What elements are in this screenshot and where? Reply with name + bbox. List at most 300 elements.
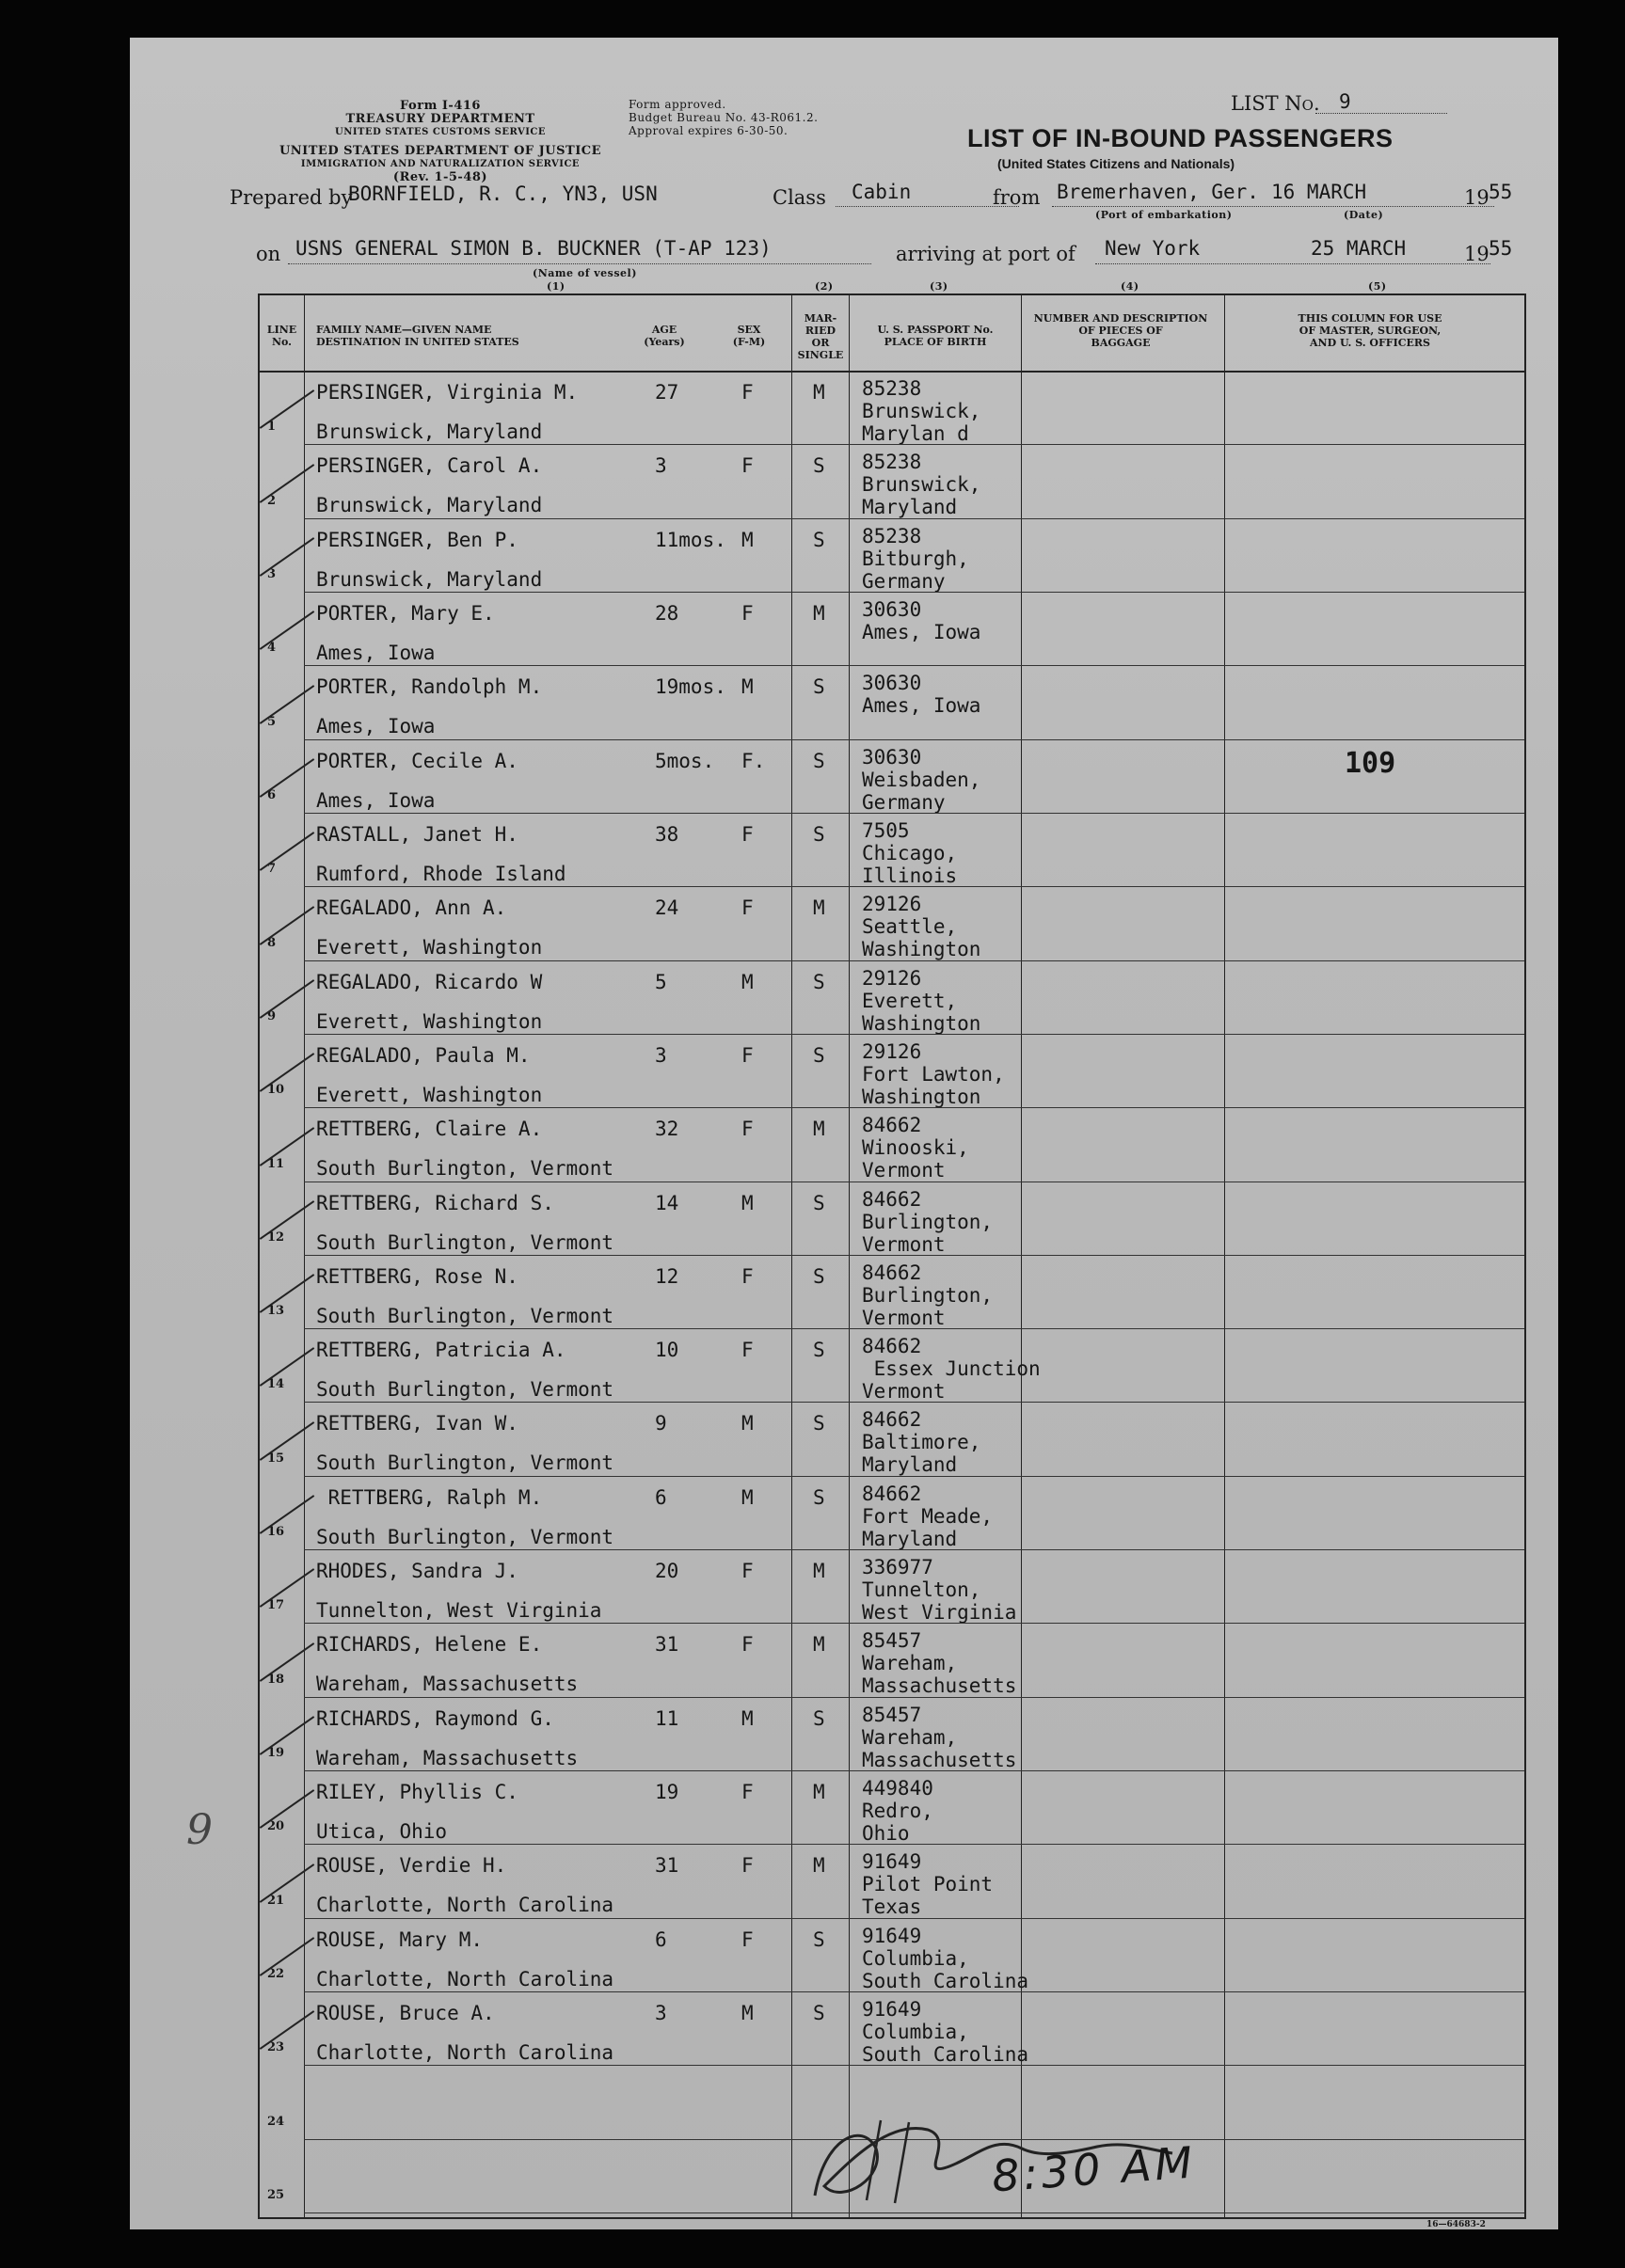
passenger-name: RETTBERG, Rose N. — [316, 1264, 518, 1288]
arrival-port: New York — [1105, 237, 1201, 260]
marital-status: S — [813, 1706, 825, 1730]
age-value: 3 — [655, 2002, 667, 2025]
row-rule — [304, 518, 1524, 519]
col-header-text: THIS COLUMN FOR USE — [1298, 312, 1442, 325]
class-label: Class — [773, 186, 826, 209]
passenger-table — [258, 293, 1526, 2219]
arrival-date: 25 MARCH — [1311, 237, 1407, 260]
sex-value: F — [741, 381, 754, 404]
col-header-text: OF PIECES OF — [1078, 325, 1163, 337]
line-number: 17 — [267, 1598, 285, 1613]
birthplace-line: Wareham, — [862, 1652, 958, 1675]
age-value: 20 — [655, 1560, 679, 1583]
marital-status: S — [813, 1339, 825, 1362]
destination: Ames, Iowa — [316, 788, 436, 812]
marital-status: S — [813, 454, 825, 478]
sex-value: F — [741, 1339, 754, 1362]
vessel-caption: (Name of vessel) — [533, 267, 637, 279]
line-number: 15 — [267, 1451, 285, 1466]
destination: Ames, Iowa — [316, 641, 436, 664]
age-value: 14 — [655, 1191, 679, 1214]
table-row — [260, 888, 1524, 961]
birthplace-line: Tunnelton, — [862, 1578, 981, 1602]
table-row — [260, 1551, 1524, 1625]
col-header-married — [792, 312, 849, 361]
passenger-name: RETTBERG, Patricia A. — [316, 1339, 566, 1362]
passport-number: 85238 — [862, 524, 922, 547]
row-rule — [304, 665, 1524, 666]
line-number: 1 — [267, 420, 277, 435]
col-header-text: PLACE OF BIRTH — [884, 336, 987, 348]
line-number: 10 — [267, 1083, 285, 1098]
marital-status: S — [813, 970, 825, 993]
age-value: 19mos. — [655, 675, 726, 699]
handwritten-time: 8:30 AM — [990, 2136, 1198, 2202]
birthplace-line: Massachusetts — [862, 1674, 1017, 1698]
col-num: (4) — [1121, 280, 1139, 293]
marital-status: M — [813, 1781, 825, 1804]
sex-value: M — [741, 2002, 754, 2025]
age-value: 3 — [655, 454, 667, 478]
line-number: 22 — [267, 1967, 285, 1982]
sex-value: F — [741, 1781, 754, 1804]
table-row — [260, 1330, 1524, 1404]
passenger-name: ROUSE, Verdie H. — [316, 1854, 507, 1878]
passenger-name: PERSINGER, Carol A. — [316, 454, 543, 478]
table-row — [260, 815, 1524, 888]
sex-value: M — [741, 1485, 754, 1509]
port-embark-caption: (Port of embarkation) — [1095, 209, 1233, 221]
destination: South Burlington, Vermont — [316, 1378, 614, 1402]
destination: Brunswick, Maryland — [316, 567, 543, 591]
passenger-name: RETTBERG, Ralph M. — [316, 1485, 543, 1509]
row-rule — [304, 1034, 1524, 1035]
list-no-value: 9 — [1339, 90, 1351, 113]
birthplace-line: Maryland — [862, 496, 958, 519]
age-value: 5 — [655, 970, 667, 993]
passport-number: 29126 — [862, 893, 922, 916]
col-header-text: AGE — [651, 324, 677, 336]
marital-status: S — [813, 749, 825, 772]
row-rule — [304, 592, 1524, 593]
destination: South Burlington, Vermont — [316, 1230, 614, 1254]
sex-value: F — [741, 822, 754, 846]
age-value: 5mos. — [655, 749, 715, 772]
table-row — [260, 962, 1524, 1036]
arrival-year: 55 — [1489, 237, 1513, 260]
passenger-name: RETTBERG, Claire A. — [316, 1118, 543, 1141]
birthplace-line: Redro, — [862, 1800, 933, 1823]
sex-value: M — [741, 1412, 754, 1435]
marital-status: M — [813, 1633, 825, 1657]
birthplace-line: Ames, Iowa — [862, 620, 981, 643]
sex-value: M — [741, 675, 754, 699]
col-header-text: MAR- — [804, 312, 837, 325]
table-row — [260, 1625, 1524, 1698]
col-header-text: SINGLE — [797, 349, 844, 361]
col-header-text: NUMBER AND DESCRIPTION — [1033, 312, 1208, 325]
line-number: 21 — [267, 1893, 285, 1908]
line-number: 7 — [267, 862, 277, 877]
from-underline — [1052, 206, 1494, 207]
row-rule — [304, 1991, 1524, 1992]
row-rule — [304, 1402, 1524, 1403]
line-number: 9 — [267, 1008, 277, 1023]
passenger-name: PORTER, Cecile A. — [316, 749, 518, 772]
marital-status: M — [813, 1854, 825, 1878]
birthplace-line: Pilot Point — [862, 1873, 994, 1896]
prepared-by-label: Prepared by — [230, 186, 353, 209]
passenger-name: REGALADO, Paula M. — [316, 1043, 531, 1067]
destination: South Burlington, Vermont — [316, 1304, 614, 1327]
line-number: 25 — [267, 2187, 285, 2202]
row-rule — [304, 739, 1524, 740]
age-value: 10 — [655, 1339, 679, 1362]
customs-service: UNITED STATES CUSTOMS SERVICE — [335, 127, 546, 137]
birthplace-line: Texas — [862, 1895, 922, 1919]
passenger-name: RETTBERG, Ivan W. — [316, 1412, 518, 1435]
birthplace-line: Burlington, — [862, 1283, 994, 1307]
destination: Wareham, Massachusetts — [316, 1673, 579, 1696]
class-value: Cabin — [852, 181, 912, 203]
marital-status: S — [813, 1191, 825, 1214]
birthplace-line: Baltimore, — [862, 1431, 981, 1454]
sex-value: F — [741, 1560, 754, 1583]
table-row — [260, 1920, 1524, 1993]
birthplace-line: Massachusetts — [862, 1748, 1017, 1771]
passenger-name: ROUSE, Bruce A. — [316, 2002, 495, 2025]
birthplace-line: Ames, Iowa — [862, 694, 981, 718]
marital-status: S — [813, 1043, 825, 1067]
birthplace-line: West Virginia — [862, 1601, 1017, 1625]
sex-value: F — [741, 1043, 754, 1067]
age-value: 31 — [655, 1633, 679, 1657]
row-rule — [304, 1918, 1524, 1919]
treasury-department: TREASURY DEPARTMENT — [345, 112, 535, 126]
sex-value: F — [741, 1264, 754, 1288]
passenger-name: PERSINGER, Virginia M. — [316, 381, 579, 404]
arrival-underline — [1095, 263, 1490, 264]
class-underline — [836, 206, 1019, 207]
line-number: 6 — [267, 787, 277, 802]
col-header-age — [627, 324, 702, 348]
birthplace-line: Essex Junction — [862, 1357, 1041, 1381]
destination: Ames, Iowa — [316, 715, 436, 738]
line-number: 11 — [267, 1156, 285, 1171]
row-rule — [304, 1328, 1524, 1329]
age-value: 27 — [655, 381, 679, 404]
age-value: 6 — [655, 1927, 667, 1951]
table-row — [260, 446, 1524, 519]
birthplace-line: Vermont — [862, 1159, 946, 1182]
prepared-by-value: BORNFIELD, R. C., YN3, USN — [348, 182, 658, 205]
passenger-name: PORTER, Randolph M. — [316, 675, 543, 699]
line-number: 19 — [267, 1746, 285, 1761]
destination: Everett, Washington — [316, 1009, 543, 1033]
col-header-text: FAMILY NAME—GIVEN NAME — [316, 324, 492, 336]
col-header-name — [316, 324, 519, 348]
sex-value: F — [741, 1633, 754, 1657]
col-header-text: LINE — [266, 324, 297, 336]
sex-value: F — [741, 1927, 754, 1951]
col-header-text: RIED — [805, 325, 836, 337]
line-number: 2 — [267, 493, 277, 508]
birthplace-line: Maryland — [862, 1453, 958, 1477]
departure-year: 55 — [1489, 181, 1513, 203]
age-value: 24 — [655, 896, 679, 920]
birthplace-line: Fort Meade, — [862, 1504, 994, 1528]
destination: Tunnelton, West Virginia — [316, 1599, 602, 1623]
row-rule — [304, 960, 1524, 961]
sex-value: F — [741, 454, 754, 478]
passport-number: 30630 — [862, 597, 922, 621]
marital-status: S — [813, 1264, 825, 1288]
age-value: 11 — [655, 1706, 679, 1730]
passenger-name: RASTALL, Janet H. — [316, 822, 518, 846]
passport-number: 91649 — [862, 1998, 922, 2022]
line-number: 14 — [267, 1377, 285, 1392]
birthplace-line: Germany — [862, 569, 946, 593]
destination: Charlotte, North Carolina — [316, 1894, 614, 1917]
table-row — [260, 1772, 1524, 1846]
col-header-text: OF MASTER, SURGEON, — [1298, 325, 1442, 337]
birthplace-line: Fort Lawton, — [862, 1062, 1005, 1086]
table-row — [260, 1183, 1524, 1257]
table-row — [260, 1846, 1524, 1919]
year-prefix: 19 — [1464, 186, 1490, 209]
passenger-name: RICHARDS, Raymond G. — [316, 1706, 554, 1730]
line-number: 8 — [267, 935, 277, 950]
destination: Brunswick, Maryland — [316, 420, 543, 443]
destination: Wareham, Massachusetts — [316, 1746, 579, 1769]
marital-status: M — [813, 896, 825, 920]
table-row — [260, 373, 1524, 446]
line-number: 4 — [267, 641, 277, 656]
passenger-name: RILEY, Phyllis C. — [316, 1781, 518, 1804]
col-header-text: No. — [271, 336, 293, 348]
col-header-passport — [851, 324, 1020, 348]
birthplace-line: Winooski, — [862, 1136, 969, 1160]
sex-value: M — [741, 528, 754, 551]
passport-number: 91649 — [862, 1850, 922, 1874]
officer-stamp-number: 109 — [1345, 747, 1396, 780]
col-header-text: (F-M) — [732, 336, 766, 348]
passenger-name: REGALADO, Ann A. — [316, 896, 507, 920]
col-header-text: BAGGAGE — [1091, 337, 1151, 349]
table-row — [260, 1699, 1524, 1772]
embarkation-port: Bremerhaven, Ger. — [1057, 181, 1259, 203]
revision-line: (Rev. 1-5-48) — [392, 170, 488, 184]
age-value: 32 — [655, 1118, 679, 1141]
date-caption: (Date) — [1344, 209, 1384, 221]
passport-number: 336977 — [862, 1556, 933, 1579]
marital-status: S — [813, 528, 825, 551]
destination: Everett, Washington — [316, 1083, 543, 1106]
birthplace-line: Vermont — [862, 1232, 946, 1256]
passport-number: 85457 — [862, 1629, 922, 1653]
col-header-text: U. S. PASSPORT No. — [877, 324, 994, 336]
birthplace-line: Everett, — [862, 989, 958, 1012]
passport-number: 85238 — [862, 377, 922, 400]
birthplace-line: Wareham, — [862, 1725, 958, 1749]
birthplace-line: Ohio — [862, 1822, 910, 1846]
marital-status: M — [813, 1560, 825, 1583]
approval-line: Approval expires 6-30-50. — [629, 124, 789, 137]
marital-status: S — [813, 822, 825, 846]
birthplace-line: Vermont — [862, 1380, 946, 1404]
line-number: 24 — [267, 2114, 285, 2129]
doj-line: UNITED STATES DEPARTMENT OF JUSTICE — [279, 144, 602, 158]
passenger-name: REGALADO, Ricardo W — [316, 970, 543, 993]
age-value: 12 — [655, 1264, 679, 1288]
passport-number: 449840 — [862, 1777, 933, 1800]
arriving-label: arriving at port of — [896, 243, 1075, 265]
col-header-text: OR — [811, 337, 830, 349]
age-value: 28 — [655, 601, 679, 625]
sex-value: F — [741, 1854, 754, 1878]
line-number: 12 — [267, 1229, 285, 1245]
col-num: (1) — [547, 280, 566, 293]
birthplace-line: Seattle, — [862, 915, 958, 939]
age-value: 11mos. — [655, 528, 726, 551]
form-id-block — [332, 100, 549, 139]
row-rule — [304, 886, 1524, 887]
sex-value: M — [741, 970, 754, 993]
passenger-name: RETTBERG, Richard S. — [316, 1191, 554, 1214]
passport-number: 84662 — [862, 1482, 922, 1505]
row-rule — [304, 1255, 1524, 1256]
year-prefix: 19 — [1464, 243, 1490, 265]
passport-number: 84662 — [862, 1408, 922, 1432]
col-num: (5) — [1368, 280, 1387, 293]
birthplace-line: Washington — [862, 1011, 981, 1035]
row-rule — [304, 1476, 1524, 1477]
document-title: LIST OF IN-BOUND PASSENGERS — [967, 124, 1394, 152]
passport-number: 84662 — [862, 1187, 922, 1211]
birthplace-line: Columbia, — [862, 2021, 969, 2044]
col-header-text: SEX — [737, 324, 761, 336]
row-rule — [304, 2065, 1524, 2066]
destination: South Burlington, Vermont — [316, 1525, 614, 1548]
passport-number: 29126 — [862, 966, 922, 990]
doj-block — [252, 145, 629, 184]
line-number: 5 — [267, 714, 277, 729]
destination: Rumford, Rhode Island — [316, 862, 566, 885]
row-rule — [304, 1623, 1524, 1624]
passport-number: 91649 — [862, 1924, 922, 1947]
passenger-name: RICHARDS, Helene E. — [316, 1633, 543, 1657]
birthplace-line: Weisbaden, — [862, 768, 981, 791]
birthplace-line: Illinois — [862, 864, 958, 887]
sex-value: M — [741, 1191, 754, 1214]
birthplace-line: Bitburgh, — [862, 547, 969, 570]
birthplace-line: Vermont — [862, 1306, 946, 1329]
approval-block — [629, 98, 818, 137]
line-number: 3 — [267, 566, 277, 581]
approval-line: Budget Bureau No. 43-R061.2. — [629, 111, 819, 124]
row-rule — [304, 1697, 1524, 1698]
table-row — [260, 1109, 1524, 1182]
age-value: 6 — [655, 1485, 667, 1509]
sex-value: F — [741, 601, 754, 625]
birthplace-line: Washington — [862, 938, 981, 961]
passenger-name: PERSINGER, Ben P. — [316, 528, 518, 551]
form-number: Form I-416 — [400, 99, 481, 113]
from-label: from — [993, 186, 1041, 209]
marital-status: S — [813, 1927, 825, 1951]
sex-value: M — [741, 1706, 754, 1730]
destination: Charlotte, North Carolina — [316, 2041, 614, 2065]
sex-value: F — [741, 896, 754, 920]
birthplace-line: Germany — [862, 790, 946, 814]
sex-value: F. — [741, 749, 766, 772]
destination: Utica, Ohio — [316, 1820, 448, 1844]
birthplace-line: Washington — [862, 1085, 981, 1108]
passport-number: 85238 — [862, 451, 922, 474]
passport-number: 7505 — [862, 818, 910, 842]
marital-status: M — [813, 1118, 825, 1141]
table-row — [260, 1257, 1524, 1330]
col-num: (2) — [815, 280, 834, 293]
birthplace-line: South Carolina — [862, 1969, 1029, 1992]
col-header-text: (Years) — [644, 336, 685, 348]
row-rule — [304, 1107, 1524, 1108]
birthplace-line: Brunswick, — [862, 400, 981, 422]
departure-date: 16 MARCH — [1271, 181, 1367, 203]
destination: South Burlington, Vermont — [316, 1157, 614, 1181]
row-rule — [304, 1844, 1524, 1845]
marital-status: S — [813, 1412, 825, 1435]
passport-number: 30630 — [862, 745, 922, 769]
destination: South Burlington, Vermont — [316, 1451, 614, 1475]
on-label: on — [256, 243, 281, 265]
table-row — [260, 1404, 1524, 1477]
col-header-text: DESTINATION IN UNITED STATES — [316, 336, 519, 348]
marital-status: M — [813, 381, 825, 404]
birthplace-line: Burlington, — [862, 1210, 994, 1233]
ins-line: IMMIGRATION AND NATURALIZATION SERVICE — [300, 159, 581, 169]
age-value: 3 — [655, 1043, 667, 1067]
form-number: 16—64683-2 — [1426, 2220, 1486, 2229]
marital-status: S — [813, 675, 825, 699]
passport-number: 30630 — [862, 672, 922, 695]
table-row — [260, 594, 1524, 667]
line-number: 18 — [267, 1672, 285, 1687]
vessel-underline — [288, 263, 871, 264]
row-rule — [304, 444, 1524, 445]
vessel-name: USNS GENERAL SIMON B. BUCKNER (T-AP 123) — [295, 237, 772, 260]
list-no-underline — [1315, 113, 1447, 114]
table-row — [260, 1993, 1524, 2067]
passport-number: 84662 — [862, 1261, 922, 1284]
passenger-name: ROUSE, Mary M. — [316, 1927, 484, 1951]
table-row — [260, 667, 1524, 740]
birthplace-line: Brunswick, — [862, 473, 981, 497]
line-number: 13 — [267, 1304, 285, 1319]
age-value: 9 — [655, 1412, 667, 1435]
birthplace-line: Maryland — [862, 1527, 958, 1550]
table-row — [260, 1036, 1524, 1109]
col-header-sex — [711, 324, 787, 348]
row-rule — [304, 1549, 1524, 1550]
approval-line: Form approved. — [629, 98, 726, 111]
col-num: (3) — [930, 280, 948, 293]
row-rule — [304, 1770, 1524, 1771]
table-row — [260, 520, 1524, 594]
sex-value: F — [741, 1118, 754, 1141]
passport-number: 84662 — [862, 1335, 922, 1358]
age-value: 19 — [655, 1781, 679, 1804]
